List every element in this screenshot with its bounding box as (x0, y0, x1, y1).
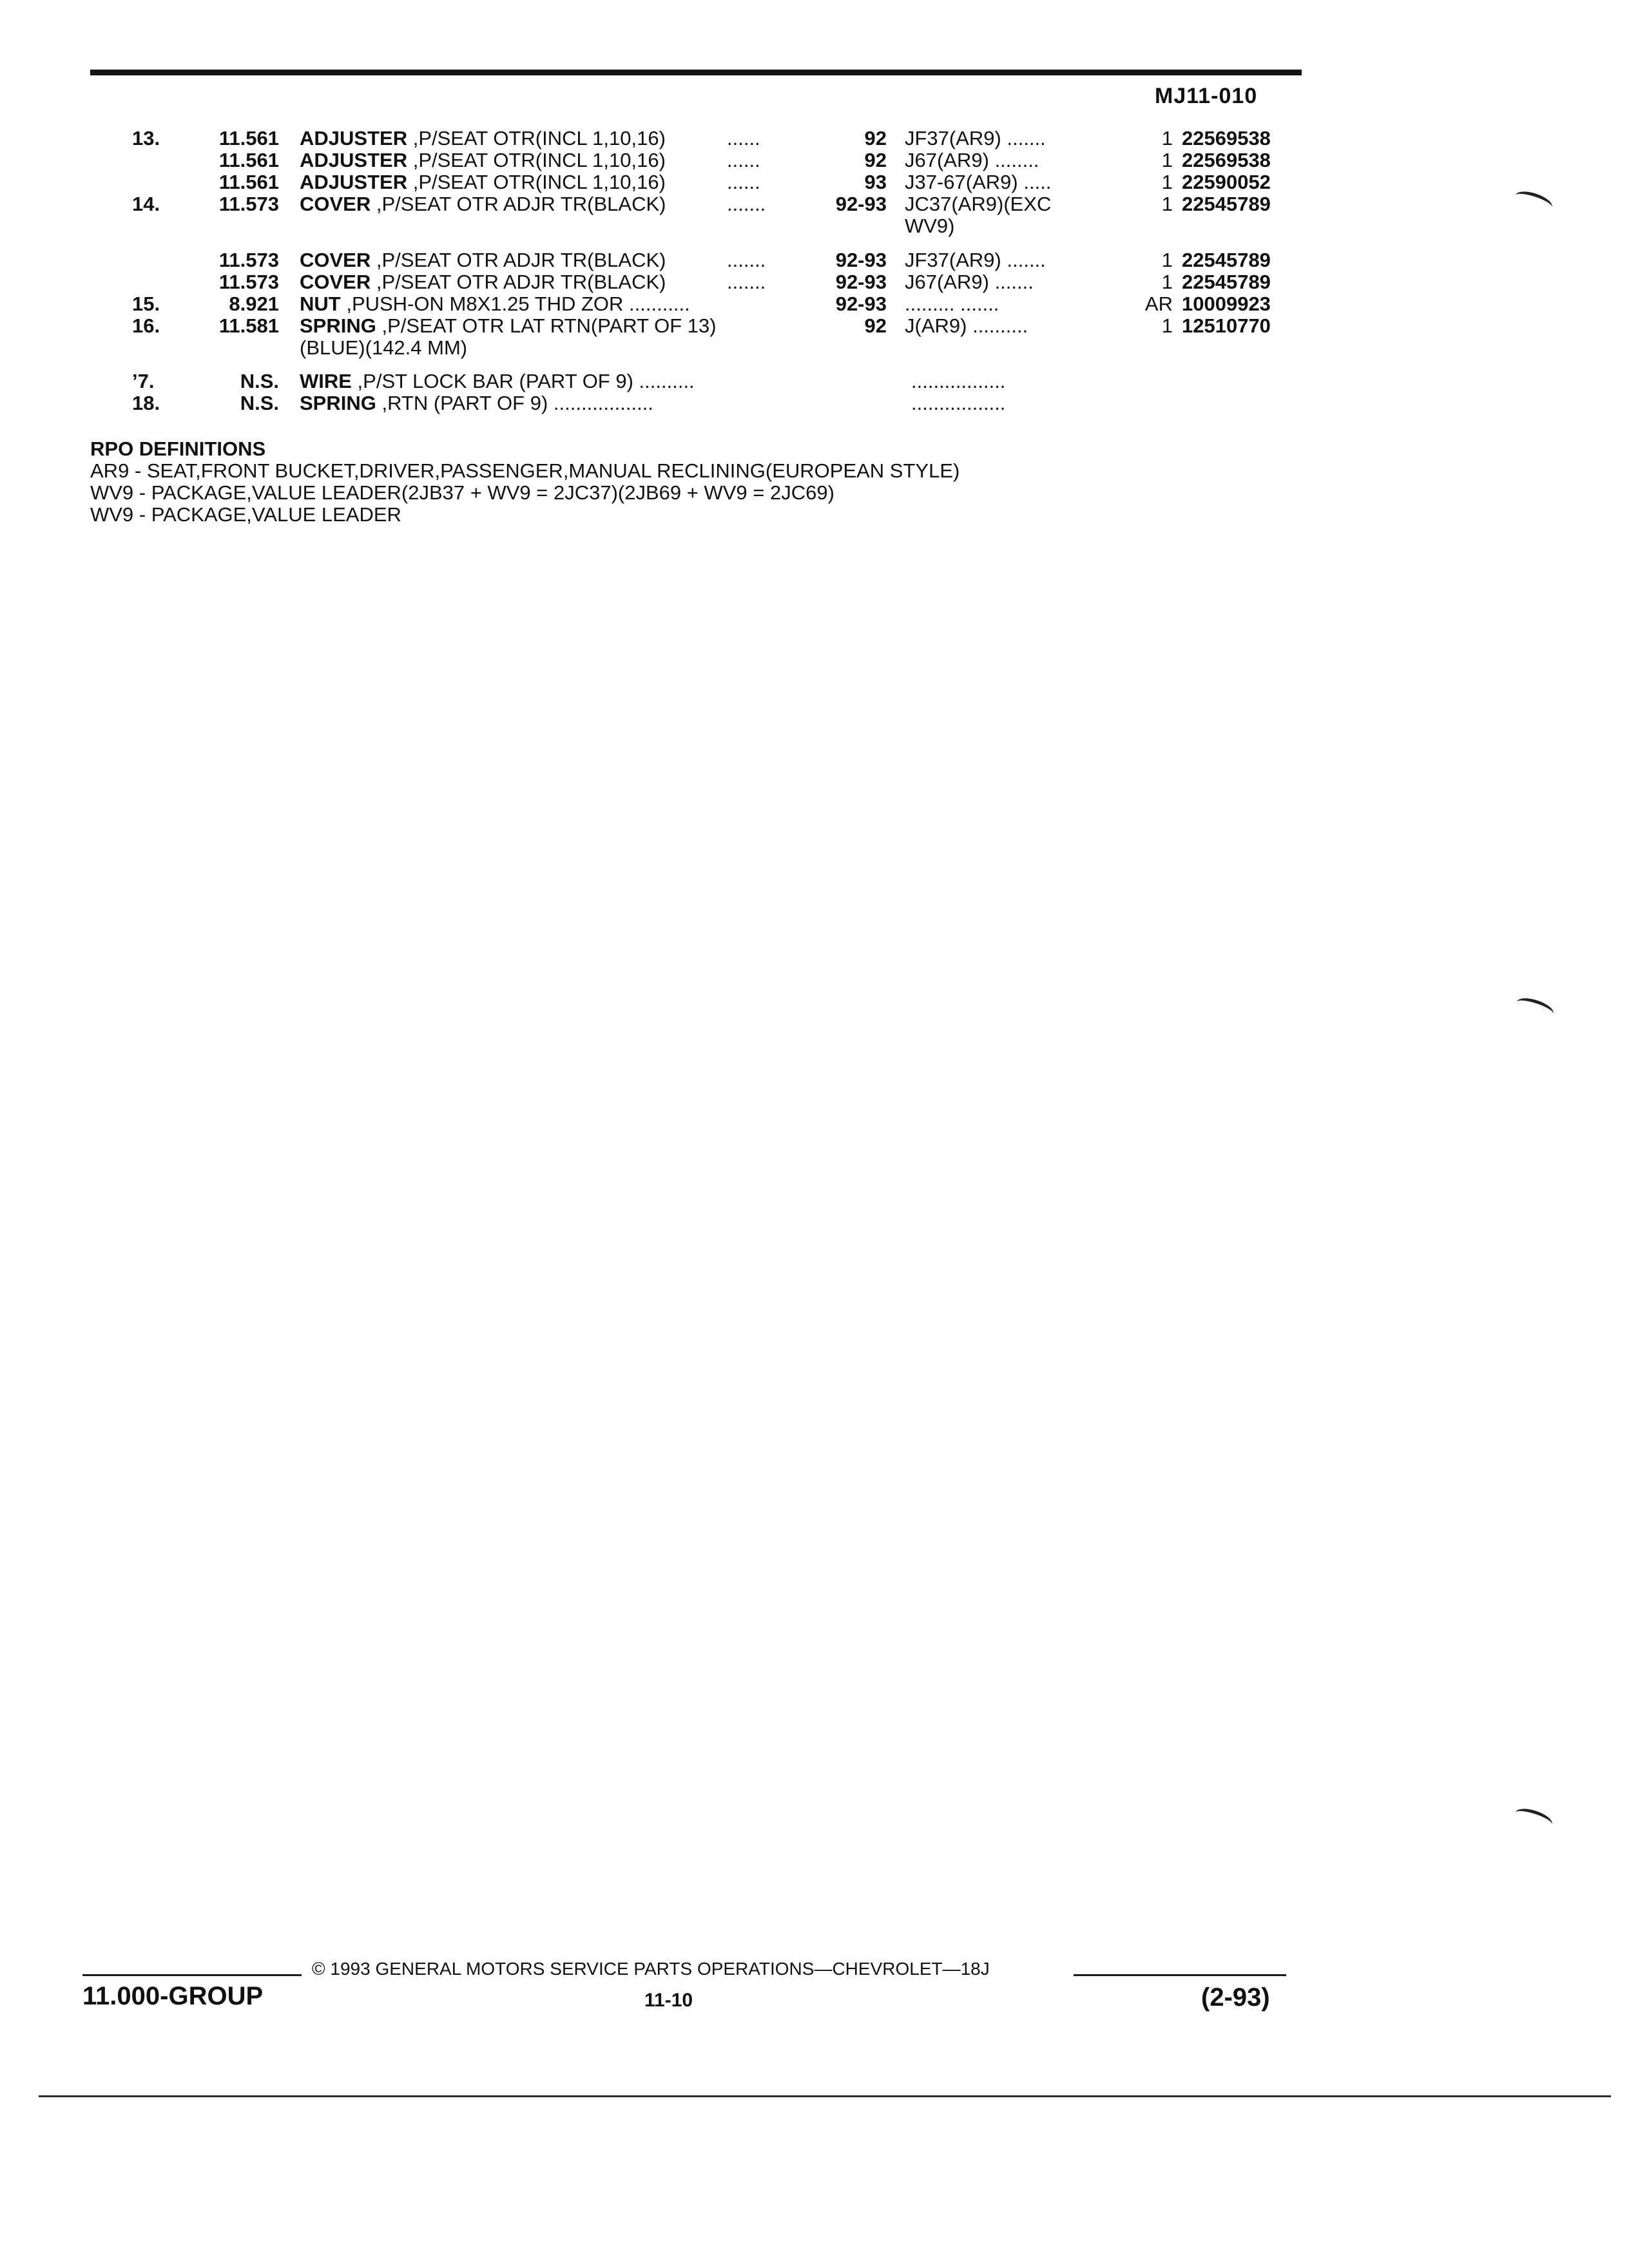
part-detail: ,P/ST LOCK BAR (PART OF 9) (351, 370, 633, 392)
item-number: ’7. (132, 370, 155, 392)
leader-dots: ....... (727, 249, 766, 271)
model-usage (905, 249, 1046, 271)
table-row (0, 193, 1629, 215)
illustration-number: 11.561 (218, 127, 279, 149)
quantity: 1 (1161, 171, 1173, 193)
item-number: 15. (132, 293, 160, 315)
model-usage (905, 171, 1051, 193)
part-name: ADJUSTER (300, 127, 408, 149)
illustration-number: 11.573 (218, 193, 279, 215)
model-dots: ..... (1023, 171, 1052, 193)
model-code: JF37(AR9) (905, 249, 1001, 271)
model-year: 92-93 (835, 271, 887, 293)
table-row (0, 149, 1629, 171)
quantity: AR (1144, 293, 1173, 315)
leader-dots: .................. (553, 392, 653, 414)
part-number: 22545789 (1182, 249, 1271, 271)
model-usage (911, 392, 1005, 414)
revision-date: (2-93) (1201, 1983, 1270, 2012)
part-number: 10009923 (1182, 293, 1271, 315)
model-year: 93 (864, 171, 887, 193)
quantity: 1 (1161, 271, 1173, 293)
model-dots: ........ (994, 149, 1039, 171)
part-detail: ,P/SEAT OTR LAT RTN(PART OF 13) (376, 314, 717, 337)
part-detail: ,P/SEAT OTR(INCL 1,10,16) (407, 171, 666, 193)
model-dots: ....... (994, 271, 1034, 293)
part-number: 12510770 (1182, 314, 1271, 337)
model-usage (911, 370, 1005, 392)
model-dots: ....... (1007, 127, 1046, 149)
table-row (0, 249, 1629, 271)
model-code: J67(AR9) (905, 271, 989, 293)
part-description (300, 315, 717, 337)
model-dots: .......... (972, 314, 1028, 337)
table-row (0, 271, 1629, 293)
table-row (0, 171, 1629, 193)
model-dots: ......... ....... (905, 293, 999, 315)
model-year: 92-93 (835, 249, 887, 271)
part-description-continued: (BLUE)(142.4 MM) (300, 336, 468, 359)
part-detail: ,P/SEAT OTR(INCL 1,10,16) (407, 149, 666, 171)
rpo-definition: AR9 - SEAT,FRONT BUCKET,DRIVER,PASSENGER,MANUAL RECLINING(EUROPEAN STYLE) (90, 459, 960, 482)
table-row (0, 337, 1629, 359)
table-row (0, 293, 1629, 315)
model-year: 92 (864, 127, 887, 149)
model-usage (905, 315, 1028, 337)
model-dots: ....... (1007, 249, 1046, 271)
part-description (300, 249, 666, 271)
quantity: 1 (1161, 149, 1173, 171)
item-number: 13. (132, 127, 160, 149)
part-number: 22545789 (1182, 193, 1271, 215)
table-row (0, 392, 1629, 414)
model-year: 92 (864, 149, 887, 171)
table-row (0, 128, 1629, 149)
illustration-number: 11.573 (218, 271, 279, 293)
part-number: 22569538 (1182, 149, 1271, 171)
rpo-definitions (90, 438, 959, 526)
part-detail: ,P/SEAT OTR(INCL 1,10,16) (407, 127, 666, 149)
illustration-number: 11.561 (218, 149, 279, 171)
part-description (300, 128, 666, 149)
model-code: J(AR9) (905, 314, 967, 337)
page-edge-line (39, 2095, 1611, 2097)
part-detail: ,RTN (PART OF 9) (376, 392, 548, 414)
model-usage (905, 128, 1046, 149)
model-code: JF37(AR9) (905, 127, 1001, 149)
model-usage (905, 271, 1034, 293)
illustration-number: N.S. (240, 370, 279, 392)
part-detail: ,PUSH-ON M8X1.25 THD ZOR (340, 293, 624, 315)
part-name: COVER (300, 193, 371, 215)
part-description (300, 293, 690, 315)
part-description (300, 149, 666, 171)
binder-hole-mark (1514, 994, 1556, 1021)
rpo-title: RPO DEFINITIONS (90, 437, 266, 460)
part-detail: ,P/SEAT OTR ADJR TR(BLACK) (371, 193, 666, 215)
part-number: 22569538 (1182, 127, 1271, 149)
table-row (0, 315, 1629, 337)
parts-table (0, 0, 1629, 451)
rpo-definition: WV9 - PACKAGE,VALUE LEADER(2JB37 + WV9 = 2JC37)(2JB69 + WV9 = 2JC69) (90, 481, 834, 504)
part-detail: ,P/SEAT OTR ADJR TR(BLACK) (371, 271, 666, 293)
part-name: SPRING (300, 392, 376, 414)
table-row (0, 370, 1629, 392)
part-number: 22545789 (1182, 271, 1271, 293)
part-description (300, 171, 666, 193)
illustration-number: 11.581 (218, 314, 279, 337)
part-description (300, 392, 653, 414)
part-description (300, 193, 666, 215)
leader-dots: ...... (727, 127, 760, 149)
copyright-line: © 1993 GENERAL MOTORS SERVICE PARTS OPERATIONS—CHEVROLET—18J (312, 1959, 990, 1979)
group-label: 11.000-GROUP (82, 1982, 264, 2010)
footer-rule-left (82, 1974, 302, 1976)
model-year: 92 (864, 314, 887, 337)
illustration-number: N.S. (240, 392, 279, 414)
model-code: J67(AR9) (905, 149, 989, 171)
part-number: 22590052 (1182, 171, 1271, 193)
document-code: MJ11-010 (1155, 84, 1258, 108)
leader-dots: ...... (727, 171, 760, 193)
model-dots: ................. (911, 392, 1006, 414)
model-code: J37-67(AR9) (905, 171, 1018, 193)
model-usage (905, 149, 1039, 171)
leader-dots: ....... (727, 271, 766, 293)
footer-rule-right (1074, 1974, 1286, 1976)
part-name: NUT (300, 293, 341, 315)
model-code: JC37(AR9)(EXC (905, 193, 1052, 215)
item-number: 14. (132, 193, 160, 215)
leader-dots: ........... (629, 293, 690, 315)
part-name: ADJUSTER (300, 149, 408, 171)
model-usage (905, 293, 999, 315)
part-description (300, 370, 695, 392)
table-row (0, 215, 1629, 237)
part-name: SPRING (300, 314, 376, 337)
illustration-number: 11.573 (218, 249, 279, 271)
part-name: ADJUSTER (300, 171, 408, 193)
illustration-number: 11.561 (218, 171, 279, 193)
model-usage (905, 193, 1051, 215)
quantity: 1 (1161, 249, 1173, 271)
model-year: 92-93 (835, 293, 887, 315)
item-number: 16. (132, 314, 160, 337)
part-name: COVER (300, 271, 371, 293)
quantity: 1 (1161, 127, 1173, 149)
part-name: COVER (300, 249, 371, 271)
illustration-number: 8.921 (229, 293, 279, 315)
rpo-definition: WV9 - PACKAGE,VALUE LEADER (90, 503, 401, 526)
binder-hole-mark (1513, 1805, 1555, 1832)
leader-dots: .......... (639, 370, 695, 392)
part-name: WIRE (300, 370, 352, 392)
quantity: 1 (1161, 193, 1173, 215)
model-usage-continued: WV9) (905, 215, 955, 237)
page-number: 11-10 (644, 1990, 693, 2011)
item-number: 18. (132, 392, 160, 414)
leader-dots: ....... (727, 193, 766, 215)
part-detail: ,P/SEAT OTR ADJR TR(BLACK) (371, 249, 666, 271)
model-year: 92-93 (835, 193, 887, 215)
leader-dots: ...... (727, 149, 760, 171)
model-dots: ................. (911, 370, 1006, 392)
quantity: 1 (1161, 314, 1173, 337)
part-description (300, 271, 666, 293)
